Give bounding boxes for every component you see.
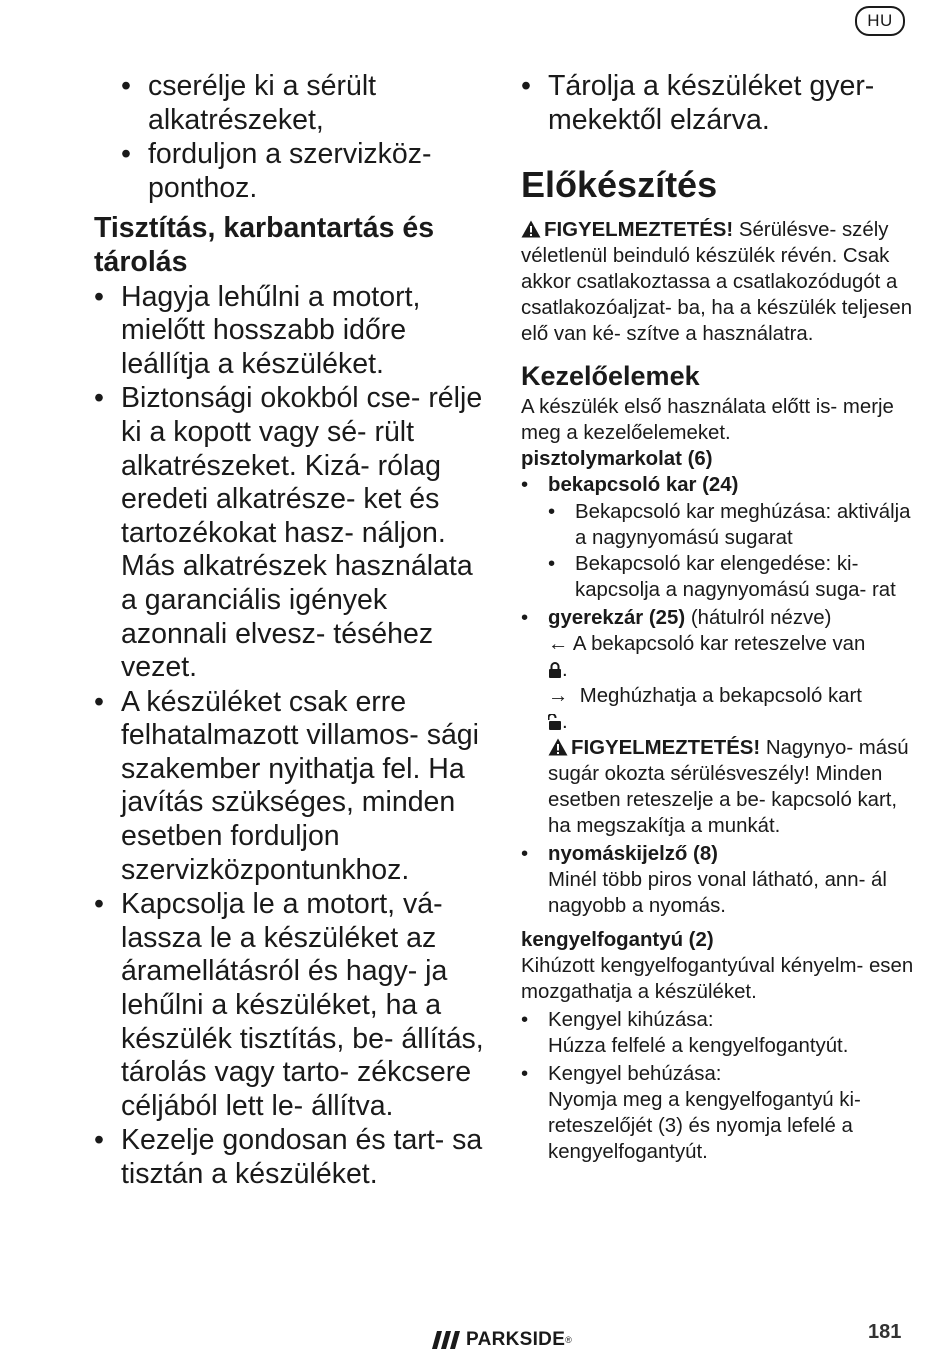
- left-arrow: ←: [548, 633, 569, 656]
- brand-name: PARKSIDE: [466, 1329, 566, 1350]
- child-lock-suffix: (hátulról nézve): [685, 607, 832, 630]
- list-item: • Biztonsági okokból cse- rélje ki a kopott vagy sé- rült alkatrészeket. Kizá- rólag eredeti alkatrésze- ket és tartozékokat hasz- náljon. Más alkatrészek használata a garanciális igények azonnali elvesz- téséhez vezet.: [94, 382, 489, 684]
- handle-list: [521, 1007, 916, 1165]
- list-item: • forduljon a szervizköz- ponthoz.: [94, 138, 489, 205]
- unlocked-line: [548, 683, 916, 735]
- trademark: ®: [565, 1335, 573, 1345]
- pressure-label: nyomáskijelző (8): [548, 843, 718, 866]
- list-item: • Tárolja a készüléket gyer- mekektől elzárva.: [521, 70, 916, 137]
- warning-text: Nagynyo- mású sugár okozta sérülésveszély! Minden esetben reteszelje a be- kapcsoló kart, ha megszakítja a munkát.: [548, 737, 909, 838]
- list-item: • Bekapcsoló kar elengedése: ki- kapcsolja a nagynyomású suga- rat: [548, 551, 916, 603]
- list-item: • Hagyja lehűlni a motort, mielőtt hosszabb időre leállítja a készüléket.: [94, 281, 489, 382]
- locked-line: [548, 631, 916, 683]
- brand-slashes-icon: [432, 1331, 460, 1349]
- handle-item-text: Húzza felfelé a kengyelfogantyút.: [548, 1035, 849, 1058]
- list-item: • Kapcsolja le a motort, vá- lassza le a készüléket az áramellátásról és hagy- ja lehűlni a készüléket, ha a készülék tisztítás, be- állítás, tárolás vagy tarto- zékcsere céljából lett le- állítva.: [94, 888, 489, 1123]
- handle-item-text: Nyomja meg a kengyelfogantyú ki- reteszelőjét (3) és nyomja lefelé a kengyelfogantyút.: [548, 1089, 861, 1164]
- warning-paragraph: [521, 217, 916, 347]
- lock-open-icon: [548, 714, 562, 731]
- child-lock-label: gyerekzár (25): [548, 607, 686, 630]
- parkside-logo: [432, 1327, 572, 1353]
- controls-list: [521, 472, 916, 919]
- lock-closed-icon: [548, 662, 562, 679]
- list-item: [521, 1061, 916, 1165]
- list-item: [521, 841, 916, 919]
- pistol-grip-heading: pisztolymarkolat (6): [521, 448, 713, 471]
- list-item: • cserélje ki a sérült alkatrészeket,: [94, 70, 489, 137]
- language-badge: HU: [855, 6, 905, 36]
- controls-intro: A készülék első használata előtt is- merje meg a kezelőelemeket.: [521, 396, 894, 445]
- list-item: • Kezelje gondosan és tart- sa tisztán a készüléket.: [94, 1124, 489, 1191]
- list-item: • A készüléket csak erre felhatalmazott villamos- sági szakember nyithatja fel. Ha javítás szükséges, minden esetben forduljon szervizközpontunkhoz.: [94, 686, 489, 888]
- preparation-heading: Előkészítés: [521, 164, 718, 206]
- warning-label: FIGYELMEZTETÉS!: [571, 737, 761, 760]
- left-column: [94, 70, 489, 1193]
- handle-item-title: Kengyel kihúzása:: [548, 1009, 714, 1032]
- period: .: [562, 711, 568, 734]
- list-item: • Bekapcsoló kar meghúzása: aktiválja a nagynyomású sugarat: [548, 499, 916, 551]
- handle-item-title: Kengyel behúzása:: [548, 1063, 722, 1086]
- intro-list: [94, 70, 489, 205]
- locked-text: A bekapcsoló kar reteszelve van: [568, 633, 866, 656]
- list-item: [521, 472, 916, 603]
- maintenance-list: [94, 281, 489, 1192]
- trigger-sublist: [548, 499, 916, 603]
- trigger-label: bekapcsoló kar (24): [548, 474, 739, 497]
- handle-intro: Kihúzott kengyelfogantyúval kényelm- esen mozgathatja a készüléket.: [521, 955, 914, 1004]
- warning-triangle-icon: [521, 220, 541, 238]
- warning-triangle-icon: [548, 738, 568, 756]
- page-number: 181: [868, 1321, 902, 1343]
- child-lock-warning: [548, 735, 916, 839]
- storage-list: [521, 70, 916, 137]
- warning-text: Sérülésve- szély véletlenül beinduló készülék révén. Csak akkor csatlakoztassa a csatlakozódugót a csatlakozóaljzat- ba, ha a készülék teljesen elő van ké- szítve a használatra.: [521, 219, 913, 346]
- unlocked-text: Meghúzhatja a bekapcsoló kart: [568, 685, 862, 708]
- right-arrow: →: [548, 685, 569, 708]
- section-title: Tisztítás, karbantartás és tárolás: [94, 212, 435, 278]
- list-item: [521, 1007, 916, 1059]
- list-item: [521, 605, 916, 839]
- handle-heading: kengyelfogantyú (2): [521, 929, 714, 952]
- controls-heading: Kezelőelemek: [521, 361, 700, 392]
- period: .: [562, 659, 568, 682]
- pressure-text: Minél több piros vonal látható, ann- ál nagyobb a nyomás.: [548, 869, 887, 918]
- right-column: [521, 70, 916, 1167]
- warning-label: FIGYELMEZTETÉS!: [544, 219, 734, 242]
